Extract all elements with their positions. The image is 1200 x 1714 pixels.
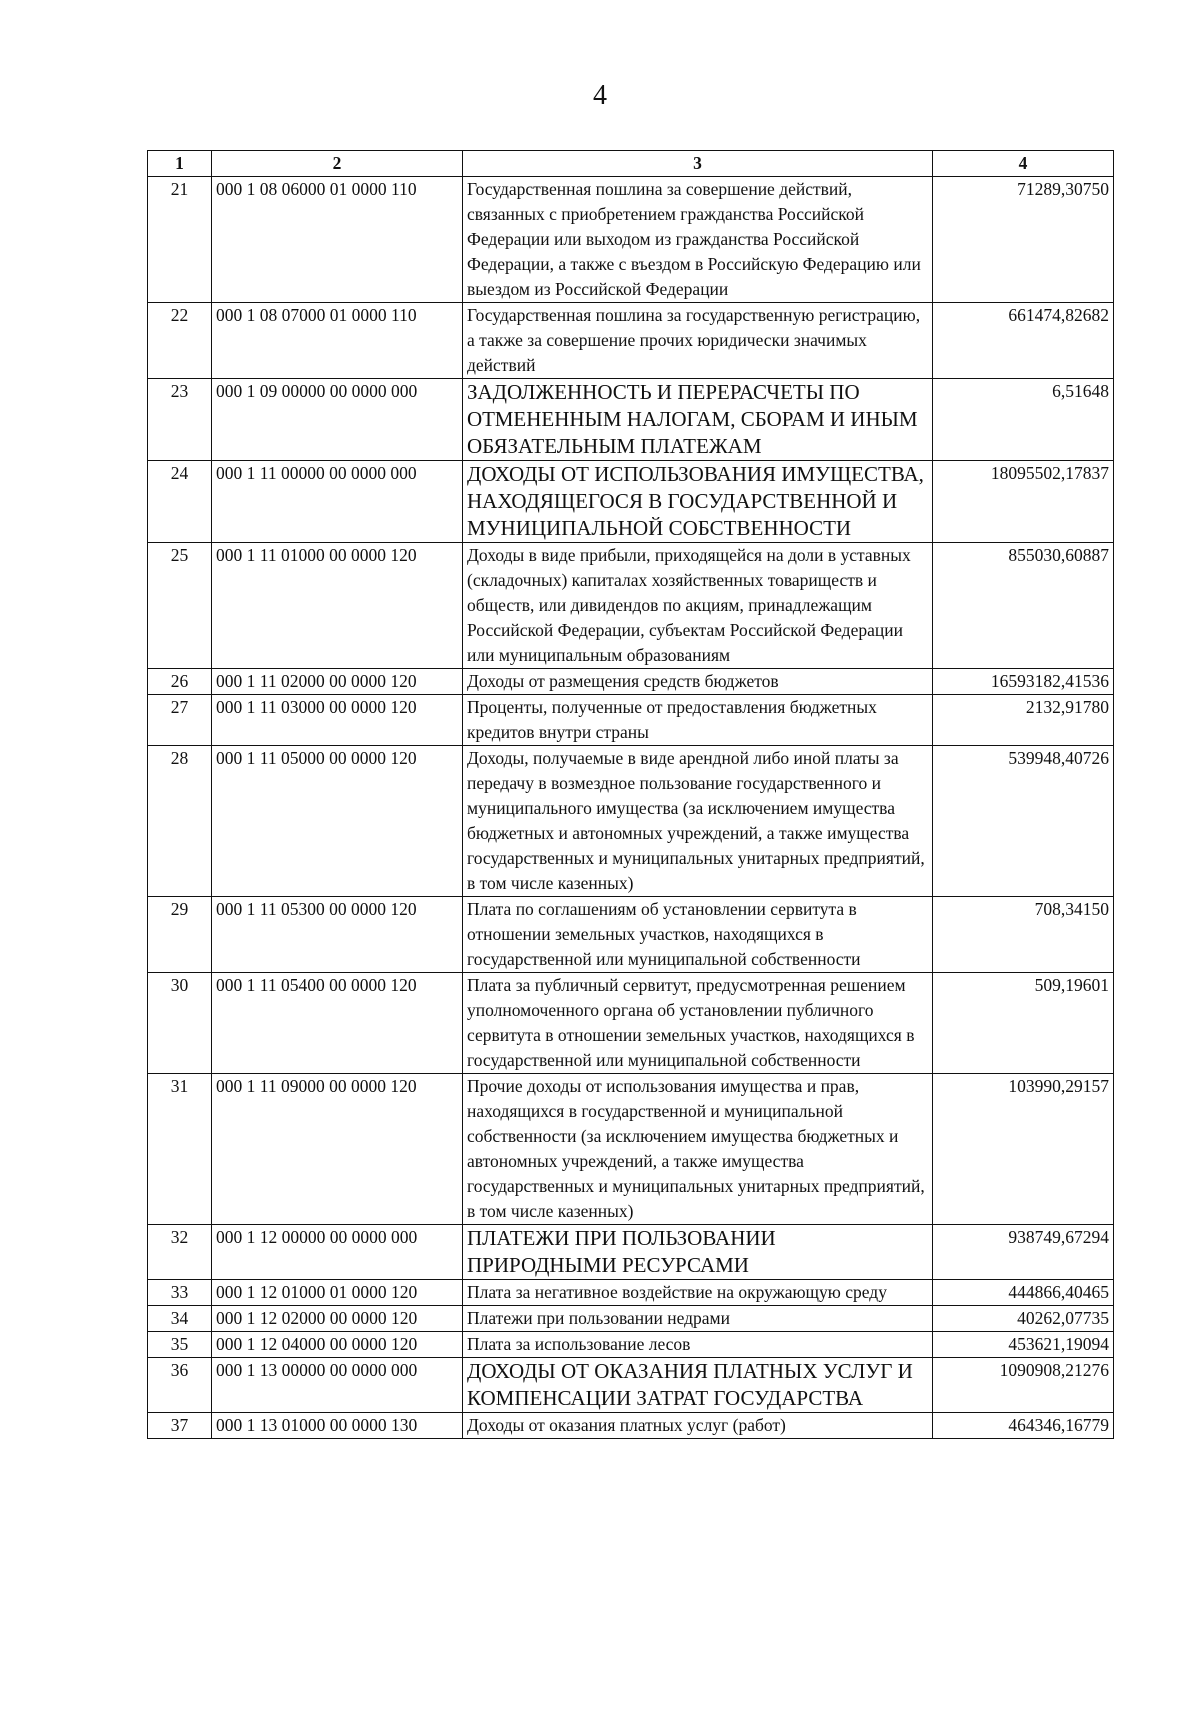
table-row [148, 379, 1114, 461]
column-header-code: 2 [212, 151, 463, 177]
amount-cell: 453621,19094 [933, 1332, 1114, 1358]
revenue-name-cell: Платежи при пользовании недрами [463, 1306, 933, 1332]
table-row [148, 1074, 1114, 1225]
amount-cell: 40262,07735 [933, 1306, 1114, 1332]
budget-code-cell: 000 1 08 07000 01 0000 110 [212, 303, 463, 379]
header-row [148, 151, 1114, 177]
table-row [148, 897, 1114, 973]
amount-cell: 855030,60887 [933, 543, 1114, 669]
budget-code-cell: 000 1 11 00000 00 0000 000 [212, 461, 463, 543]
budget-code-cell: 000 1 11 01000 00 0000 120 [212, 543, 463, 669]
budget-code-cell: 000 1 13 01000 00 0000 130 [212, 1413, 463, 1439]
table-row [148, 1225, 1114, 1280]
table-row [148, 1413, 1114, 1439]
budget-code-cell: 000 1 08 06000 01 0000 110 [212, 177, 463, 303]
revenue-name-cell: Государственная пошлина за государственную регистрацию, а также за совершение прочих юридически значимых действий [463, 303, 933, 379]
row-number-cell: 37 [148, 1413, 212, 1439]
revenue-name-cell: Плата по соглашениям об установлении сервитута в отношении земельных участков, находящихся в государственной или муниципальной собственности [463, 897, 933, 973]
row-number-cell: 21 [148, 177, 212, 303]
table-row [148, 1358, 1114, 1413]
budget-code-cell: 000 1 12 04000 00 0000 120 [212, 1332, 463, 1358]
revenue-name-cell: ДОХОДЫ ОТ ОКАЗАНИЯ ПЛАТНЫХ УСЛУГ И КОМПЕНСАЦИИ ЗАТРАТ ГОСУДАРСТВА [463, 1358, 933, 1413]
row-number-cell: 26 [148, 669, 212, 695]
amount-cell: 661474,82682 [933, 303, 1114, 379]
row-number-cell: 24 [148, 461, 212, 543]
amount-cell: 539948,40726 [933, 746, 1114, 897]
amount-cell: 2132,91780 [933, 695, 1114, 746]
table-row [148, 1332, 1114, 1358]
row-number-cell: 23 [148, 379, 212, 461]
amount-cell: 464346,16779 [933, 1413, 1114, 1439]
amount-cell: 103990,29157 [933, 1074, 1114, 1225]
budget-code-cell: 000 1 11 03000 00 0000 120 [212, 695, 463, 746]
budget-code-cell: 000 1 11 05000 00 0000 120 [212, 746, 463, 897]
row-number-cell: 33 [148, 1280, 212, 1306]
column-header-name: 3 [463, 151, 933, 177]
table-row [148, 461, 1114, 543]
amount-cell: 6,51648 [933, 379, 1114, 461]
revenue-name-cell: Прочие доходы от использования имущества и прав, находящихся в государственной и муниципальной собственности (за исключением имущества бюджетных и автономных учреждений, а также имущества государственных и муниципальных унитарных предприятий, в том числе казенных) [463, 1074, 933, 1225]
amount-cell: 444866,40465 [933, 1280, 1114, 1306]
row-number-cell: 34 [148, 1306, 212, 1332]
revenue-name-cell: Плата за использование лесов [463, 1332, 933, 1358]
row-number-cell: 29 [148, 897, 212, 973]
budget-code-cell: 000 1 11 02000 00 0000 120 [212, 669, 463, 695]
table-row [148, 543, 1114, 669]
revenue-name-cell: Доходы в виде прибыли, приходящейся на доли в уставных (складочных) капиталах хозяйственных товариществ и обществ, или дивидендов по акциям, принадлежащим Российской Федерации, субъектам Российской Федерации или муниципальным образованиям [463, 543, 933, 669]
revenue-name-cell: Государственная пошлина за совершение действий, связанных с приобретением гражданства Российской Федерации или выходом из гражданства Российской Федерации, а также с въездом в Российскую Федерацию или выездом из Российской Федерации [463, 177, 933, 303]
table-row [148, 303, 1114, 379]
row-number-cell: 35 [148, 1332, 212, 1358]
revenue-name-cell: Проценты, полученные от предоставления бюджетных кредитов внутри страны [463, 695, 933, 746]
budget-code-cell: 000 1 11 05300 00 0000 120 [212, 897, 463, 973]
row-number-cell: 31 [148, 1074, 212, 1225]
amount-cell: 71289,30750 [933, 177, 1114, 303]
table-row [148, 1280, 1114, 1306]
revenue-name-cell: Плата за публичный сервитут, предусмотренная решением уполномоченного органа об установлении публичного сервитута в отношении земельных участков, находящихся в государственной или муниципальной собственности [463, 973, 933, 1074]
amount-cell: 18095502,17837 [933, 461, 1114, 543]
table-row [148, 695, 1114, 746]
budget-code-cell: 000 1 12 02000 00 0000 120 [212, 1306, 463, 1332]
row-number-cell: 27 [148, 695, 212, 746]
row-number-cell: 22 [148, 303, 212, 379]
amount-cell: 1090908,21276 [933, 1358, 1114, 1413]
budget-code-cell: 000 1 11 05400 00 0000 120 [212, 973, 463, 1074]
amount-cell: 509,19601 [933, 973, 1114, 1074]
row-number-cell: 32 [148, 1225, 212, 1280]
page-number: 4 [593, 80, 607, 111]
table-row [148, 177, 1114, 303]
table-row [148, 1306, 1114, 1332]
revenue-table [147, 150, 1114, 1439]
row-number-cell: 36 [148, 1358, 212, 1413]
row-number-cell: 30 [148, 973, 212, 1074]
budget-code-cell: 000 1 12 01000 01 0000 120 [212, 1280, 463, 1306]
revenue-name-cell: Плата за негативное воздействие на окружающую среду [463, 1280, 933, 1306]
revenue-name-cell: ПЛАТЕЖИ ПРИ ПОЛЬЗОВАНИИ ПРИРОДНЫМИ РЕСУРСАМИ [463, 1225, 933, 1280]
revenue-name-cell: ДОХОДЫ ОТ ИСПОЛЬЗОВАНИЯ ИМУЩЕСТВА, НАХОДЯЩЕГОСЯ В ГОСУДАРСТВЕННОЙ И МУНИЦИПАЛЬНОЙ СОБСТВЕННОСТИ [463, 461, 933, 543]
amount-cell: 708,34150 [933, 897, 1114, 973]
amount-cell: 938749,67294 [933, 1225, 1114, 1280]
table-row [148, 746, 1114, 897]
revenue-name-cell: Доходы, получаемые в виде арендной либо иной платы за передачу в возмездное пользование государственного и муниципального имущества (за исключением имущества бюджетных и автономных учреждений, а также имущества государственных и муниципальных унитарных предприятий, в том числе казенных) [463, 746, 933, 897]
revenue-name-cell: Доходы от размещения средств бюджетов [463, 669, 933, 695]
column-header-amount: 4 [933, 151, 1114, 177]
table-row [148, 669, 1114, 695]
budget-code-cell: 000 1 13 00000 00 0000 000 [212, 1358, 463, 1413]
budget-code-cell: 000 1 12 00000 00 0000 000 [212, 1225, 463, 1280]
amount-cell: 16593182,41536 [933, 669, 1114, 695]
budget-code-cell: 000 1 09 00000 00 0000 000 [212, 379, 463, 461]
row-number-cell: 25 [148, 543, 212, 669]
budget-code-cell: 000 1 11 09000 00 0000 120 [212, 1074, 463, 1225]
table-row [148, 973, 1114, 1074]
row-number-cell: 28 [148, 746, 212, 897]
column-header-number: 1 [148, 151, 212, 177]
revenue-name-cell: ЗАДОЛЖЕННОСТЬ И ПЕРЕРАСЧЕТЫ ПО ОТМЕНЕННЫМ НАЛОГАМ, СБОРАМ И ИНЫМ ОБЯЗАТЕЛЬНЫМ ПЛАТЕЖАМ [463, 379, 933, 461]
revenue-name-cell: Доходы от оказания платных услуг (работ) [463, 1413, 933, 1439]
table-body [148, 177, 1114, 1439]
